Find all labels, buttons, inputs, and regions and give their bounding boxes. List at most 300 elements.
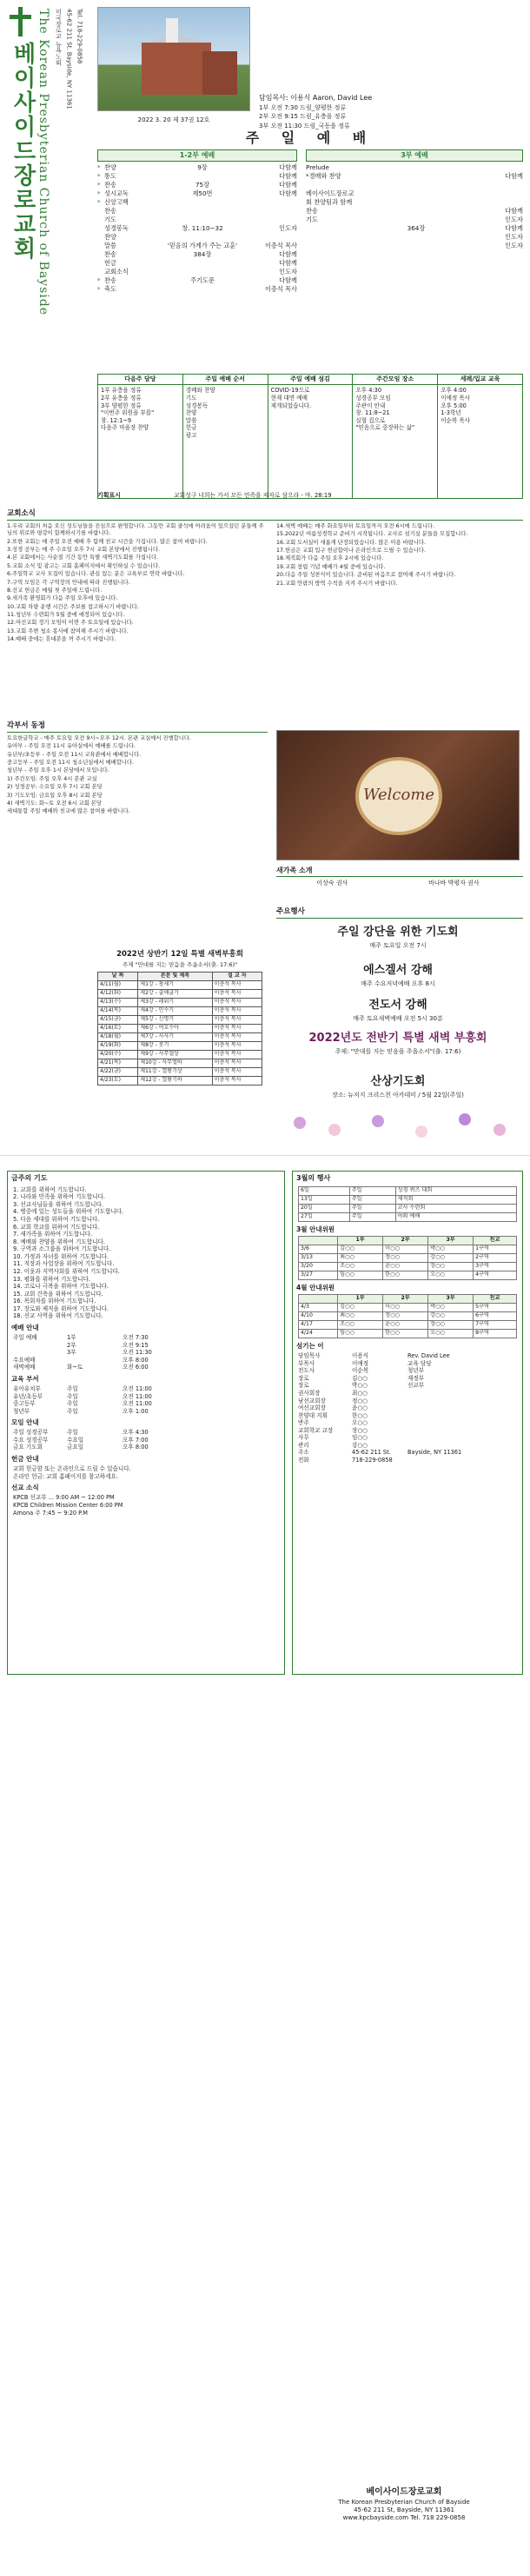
service-item: 성경봉독: [104, 224, 129, 232]
schedule-item: 3부 오전 11:30 드림_국동을 정류: [259, 122, 350, 129]
march-usher-cell: 한○○: [383, 1271, 428, 1279]
service-3-heading: 3부 예배: [306, 149, 523, 162]
bulletin-page-front: [0, 0, 530, 1156]
april-usher-header: 3부: [428, 1295, 474, 1304]
prayer-item: 1. 교회를 위하여 기도합니다.: [13, 1185, 87, 1193]
news-item: 14.예배 중에는 휴대폰을 꺼 주시기 바랍니다.: [7, 636, 116, 643]
april-usher-cell: 최○○: [338, 1312, 383, 1321]
march-usher-cell: 3/13: [299, 1253, 338, 1262]
service-star: *: [97, 189, 101, 197]
april-usher-cell: 강○○: [428, 1312, 474, 1321]
april-usher-row: [299, 1321, 517, 1330]
church-news-title: 교회소식: [7, 509, 36, 518]
education-row: [8, 1385, 284, 1393]
march-event-cell: 주일: [349, 1204, 395, 1212]
prayer-table-cell: 이층석 목사: [212, 1059, 262, 1068]
pastor-name: 담임목사: 이용식 Aaron, David Lee: [259, 94, 373, 102]
staff-row: [293, 1427, 522, 1435]
march-usher-cell: 3/20: [299, 1262, 338, 1271]
church-news-left: [7, 523, 268, 710]
staff-row-cell: 찬양대 지휘: [298, 1411, 328, 1419]
table-cell: 2부 유층을 정류: [101, 395, 142, 402]
prayer-table-row: [98, 1025, 262, 1033]
april-usher-cell: 박○○: [428, 1304, 474, 1312]
staff-row-cell: 담임목사: [298, 1352, 321, 1360]
prayer-table-cell: 4/15(금): [98, 1016, 138, 1025]
footer-address: 45-62 211 St, Bayside, NY 11361: [354, 2506, 454, 2513]
bulletin-table: [97, 374, 523, 499]
department-news-item: 유아부 - 주일 오전 11시 유아실에서 예배를 드립니다.: [7, 743, 136, 750]
prayer-item: 6. 교회 학교를 위하여 기도합니다.: [13, 1223, 100, 1231]
table-header: 세례/입교 교육: [460, 375, 500, 382]
prayer-table-cell: 4/11(월): [98, 981, 138, 990]
prayer-item: 11. 직장과 사업장을 위하여 기도합니다.: [13, 1260, 115, 1268]
table-header: 주일 예배 순서: [183, 375, 268, 384]
offering-title: 헌금 안내: [11, 1455, 39, 1464]
table-cell: 실형 집으로: [355, 416, 386, 424]
march-usher-cell: 최○○: [338, 1253, 383, 1262]
department-news-item: 토요한글학교 - 매주 토요일 오전 9시~오후 12시. 본관 교실에서 진행합니다.: [7, 735, 191, 741]
prayer-table-cell: 제3강 - 레위기: [138, 999, 212, 1007]
events-title: 주요행사: [276, 907, 305, 916]
march-usher-cell: 윤○○: [383, 1262, 428, 1271]
service-detail: 384장: [193, 250, 212, 258]
church-name-english: The Korean Presbyterian Church of Bayside: [36, 9, 50, 315]
footer-church-korean: 베이사이드장로교회: [366, 2487, 442, 2497]
education-row-cell: 오전 11:00: [123, 1384, 152, 1392]
meeting-row-cell: 수요 성경공부: [13, 1436, 49, 1444]
education-row: [8, 1393, 284, 1401]
worship-row-cell: [13, 1342, 67, 1350]
worship-row-cell: 3부: [67, 1349, 76, 1357]
service-row: [97, 233, 297, 242]
march-usher-cell: 김○○: [338, 1245, 383, 1253]
worship-row-cell: 오전 11:30: [123, 1349, 152, 1357]
flower-decoration: [276, 1108, 520, 1143]
education-row-cell: 유년/초등부: [13, 1392, 43, 1400]
worship-row-cell: 오전 7:30: [123, 1334, 149, 1342]
event-item: [276, 998, 520, 1023]
worship-row-cell: 오전 9:15: [123, 1341, 149, 1349]
footer-church-english: The Korean Presbyterian Church of Bayside: [338, 2498, 470, 2506]
service-item: 찬송: [104, 181, 116, 189]
service-3-order: [306, 163, 523, 250]
service-row: [306, 233, 523, 242]
service-leader: 다함께: [279, 181, 297, 189]
church-name-korean: 베이사이드장로교회: [10, 42, 36, 261]
worship-row-cell: 수요예배: [13, 1356, 36, 1364]
prayer-table-cell: 4/12(화): [98, 990, 138, 999]
april-usher-header: 친교: [474, 1295, 517, 1304]
service-detail: 75장: [195, 181, 210, 189]
table-cell: 현재 대면 예배: [270, 395, 308, 402]
news-item: 6.주일학교 교사 모집이 있습니다. 관심 있는 분은 교육부로 연락 바랍니다.: [7, 571, 185, 578]
education-row-cell: 오전 11:00: [123, 1392, 152, 1400]
march-event-cell: 20일: [299, 1204, 350, 1212]
service-1-2-heading: 1-2부 예배: [97, 149, 297, 162]
worship-row-cell: 주일 예배: [13, 1334, 37, 1342]
news-item: 5.교회 소식 및 광고는 교회 홈페이지에서 확인하실 수 있습니다.: [7, 562, 161, 569]
march-usher-cell: 2구역: [474, 1253, 517, 1262]
prayer-table-cell: 제8강 - 룻기: [138, 1042, 212, 1051]
service-detail: 창. 11:10~32: [182, 224, 223, 232]
news-item: 1.우리 교회의 처음 오신 성도님들을 진심으로 환영합니다. 그동안 교회 출석에 어려움이 있으셨던 분들께 주님의 위로와 평강이 함께하시기를 바랍니다.: [7, 523, 264, 537]
service-row: [97, 163, 297, 172]
march-event-cell: 야외 예배: [395, 1212, 516, 1221]
prayer-table-cell: 제11강 - 열왕기상: [138, 1068, 212, 1077]
table-cell: 광고: [185, 431, 197, 439]
april-ushers-title: 4월 안내위원: [296, 1283, 335, 1291]
prayer-table-row: [98, 1068, 262, 1077]
table-cell: "믿음으로 중장하는 삶": [355, 424, 414, 432]
worship-row-cell: 2부: [67, 1341, 76, 1349]
news-item: 11.청년부 수련회가 5월 중에 예정되어 있습니다.: [7, 611, 125, 618]
april-usher-cell: 임○○: [338, 1330, 383, 1338]
service-detail: '믿음의 가계가 주는 교훈': [167, 242, 238, 249]
staff-title: 섬기는 이: [296, 1342, 324, 1351]
table-header: 주간모임 장소: [353, 375, 438, 384]
prayer-table-cell: 4/13(수): [98, 999, 138, 1007]
april-usher-header: 1부: [338, 1295, 383, 1304]
march-usher-header: 친교: [474, 1236, 517, 1245]
weekly-prayer-title: 금주의 기도: [11, 1174, 48, 1182]
education-title: 교육 부서: [11, 1374, 39, 1383]
staff-row-cell: Bayside, NY 11361: [407, 1449, 462, 1457]
service-detail: 주기도문: [190, 276, 215, 284]
prayer-table-cell: 4/22(금): [98, 1068, 138, 1077]
table-cell: 창. 12:1~9: [101, 416, 132, 424]
table-cell: 1부 유층을 정류: [101, 387, 142, 395]
april-usher-cell: 5구역: [474, 1304, 517, 1312]
march-usher-cell: 임○○: [338, 1271, 383, 1279]
staff-row-cell: 주소: [298, 1449, 309, 1457]
table-cell: 말씀: [185, 416, 197, 424]
table-cell: 주관이 안내: [355, 402, 386, 409]
worship-row-cell: 새벽예배: [13, 1364, 36, 1371]
march-usher-row: [299, 1245, 517, 1253]
worship-row-cell: 1부: [67, 1334, 76, 1342]
service-row: [306, 172, 523, 181]
table-column: [438, 385, 522, 498]
april-usher-cell: 오○○: [428, 1330, 474, 1338]
prayer-table-cell: 4/16(토): [98, 1025, 138, 1033]
mission-title: 선교 소식: [11, 1484, 39, 1492]
staff-row-cell: 관리: [298, 1441, 309, 1449]
march-event-cell: 제직회: [395, 1195, 516, 1204]
meeting-row-cell: 수요일: [67, 1436, 84, 1444]
staff-row-cell: 최○○: [352, 1389, 368, 1397]
march-event-cell: 주일: [349, 1195, 395, 1204]
prayer-item: 7. 새가족을 위하여 기도합니다.: [13, 1231, 93, 1238]
new-family-name: 이상숙 권사: [316, 880, 348, 886]
service-row: [306, 189, 523, 206]
staff-row-cell: 이애정: [352, 1359, 369, 1367]
march-event-row: [299, 1195, 517, 1204]
department-news-item: 1) 주간모임: 주일 오후 4시 본관 교실: [7, 775, 97, 782]
table-cell: 성경봉독: [185, 402, 209, 409]
table-cell: 찬양: [185, 409, 197, 417]
event-item: [276, 1031, 520, 1056]
service-detail: 364장: [407, 224, 426, 232]
table-header: 다음주 담당: [98, 375, 183, 384]
april-usher-row: [299, 1304, 517, 1312]
staff-row-cell: Rev. David Lee: [407, 1352, 450, 1360]
worship-row: [8, 1357, 284, 1364]
prayer-table-cell: 제10강 - 사무엘하: [138, 1059, 212, 1068]
new-family-list: [276, 880, 520, 887]
staff-row-cell: 재정부: [407, 1374, 425, 1382]
april-usher-cell: 한○○: [383, 1330, 428, 1338]
education-row: [8, 1400, 284, 1408]
news-item: 14.새벽 예배는 매주 화요일부터 토요일까지 오전 6시에 드립니다.: [276, 523, 435, 529]
general-info-label: 기획표시: [97, 492, 122, 499]
prayer-item: 14. 코로나 극복을 위하여 기도합니다.: [13, 1283, 109, 1291]
service-detail: 9장: [197, 163, 208, 171]
general-info-text: 교회성구 너희는 가서 모든 민족을 제자로 삼으라 - 마. 28:19: [174, 492, 332, 499]
prayer-table-row: [98, 1077, 262, 1086]
staff-row-cell: 사무: [298, 1434, 309, 1442]
meeting-row-cell: 오후 7:00: [123, 1436, 149, 1444]
service-item: 교회소식: [104, 268, 129, 276]
event-item: [276, 925, 520, 950]
prayer-table-row: [98, 990, 262, 999]
department-news: [7, 735, 268, 939]
service-item: 기도: [306, 216, 318, 223]
service-item: 축도: [104, 285, 116, 293]
staff-row-cell: 교회학교 교장: [298, 1426, 334, 1434]
prayer-table-cell: 이층석 목사: [212, 990, 262, 999]
service-item: Prelude: [306, 163, 329, 171]
news-item: 7.구역 모임은 각 구역장의 안내에 따라 진행됩니다.: [7, 579, 130, 586]
staff-row-cell: 장○○: [352, 1426, 368, 1434]
prayer-item: 9. 구역과 소그룹을 위하여 기도합니다.: [13, 1245, 111, 1253]
news-item: 4.본 교회에서는 사순절 기간 동안 특별 새벽기도회를 가집니다.: [7, 554, 159, 561]
mission-item: Amona 주 7:45 ~ 9:20 P.M: [13, 1509, 88, 1517]
march-event-row: [299, 1186, 517, 1195]
service-row: [97, 207, 297, 216]
education-row-cell: 오전 11:00: [123, 1400, 152, 1408]
april-usher-header: 2부: [383, 1295, 428, 1304]
education-row-cell: 청년부: [13, 1407, 30, 1415]
staff-row-cell: 이순복: [352, 1367, 369, 1375]
schedule-item: 2부 오전 9:15 드림_유층을 정류: [259, 113, 347, 121]
march-usher-header: 1부: [338, 1236, 383, 1245]
service-leader: 인도자: [279, 224, 297, 232]
prayer-table-row: [98, 1007, 262, 1016]
news-item: 16.교회 도서실이 새롭게 단장되었습니다. 많은 이용 바랍니다.: [276, 539, 427, 546]
news-item: 9.새가족 환영회가 다음 주일 오후에 있습니다.: [7, 595, 118, 602]
cross-logo-icon: [7, 7, 33, 37]
march-usher-header: 2부: [383, 1236, 428, 1245]
table-column: [353, 385, 438, 498]
service-leader: 다함께: [279, 250, 297, 258]
worship-row: [8, 1334, 284, 1342]
staff-row-cell: 전도사: [298, 1367, 315, 1375]
march-usher-cell: 박○○: [428, 1245, 474, 1253]
march-ushers-title: 3월 안내위원: [296, 1225, 335, 1233]
service-leader: 이층석 목사: [264, 285, 297, 293]
staff-row: [293, 1352, 522, 1360]
table-cell: 경배와 찬양: [185, 387, 215, 395]
staff-row-cell: 718-229-0858: [352, 1457, 393, 1464]
service-item: 성시교독: [104, 189, 129, 197]
march-usher-cell: 이○○: [383, 1245, 428, 1253]
news-item: 8.선교 헌금은 매월 첫 주일에 드립니다.: [7, 587, 103, 594]
service-row: [306, 163, 523, 172]
service-row: [97, 216, 297, 224]
education-row-cell: 유아유치부: [13, 1384, 41, 1392]
new-family-name: 바나바 박평자 권사: [428, 880, 480, 886]
staff-row: [293, 1419, 522, 1427]
staff-row: [293, 1442, 522, 1450]
service-item: 찬양: [104, 233, 116, 241]
staff-row: [293, 1449, 522, 1457]
april-usher-header: [299, 1295, 338, 1304]
event-detail: 매주 토요새벽예배 오전 5시 30분: [353, 1014, 443, 1022]
staff-row-cell: 45-62 211 St.: [352, 1449, 391, 1457]
worship-row: [8, 1342, 284, 1350]
offering-item: 교회 헌금함 또는 온라인으로 드릴 수 있습니다.: [13, 1465, 131, 1473]
service-item: 헌금: [104, 259, 116, 267]
meeting-row-cell: 주일: [67, 1429, 78, 1437]
table-header: 주일 예배 섬김: [268, 375, 354, 384]
service-leader: 다함께: [279, 189, 297, 197]
news-item: 13.교회 주변 청소 봉사에 참여해 주시기 바랍니다.: [7, 627, 129, 634]
education-row-cell: 오후 1:00: [123, 1407, 149, 1415]
staff-row-cell: 전화: [298, 1457, 309, 1464]
meeting-row-cell: 오후 8:00: [123, 1444, 149, 1451]
prayer-table-cell: 4/14(목): [98, 1007, 138, 1016]
prayer-table-cell: 이층석 목사: [212, 1033, 262, 1042]
prayer-table-cell: 이층석 목사: [212, 981, 262, 990]
staff-row-cell: 정○○: [352, 1397, 368, 1404]
service-star: *: [97, 172, 101, 180]
service-leader: 다함께: [279, 172, 297, 180]
april-usher-row: [299, 1312, 517, 1321]
news-item: 19.교회 창립 기념 예배가 4월 중에 있습니다.: [276, 563, 386, 570]
department-news-item: 2) 성경공부: 수요일 오후 7시 교회 본당: [7, 784, 103, 791]
prayer-table-cell: 제9강 - 사무엘상: [138, 1051, 212, 1059]
staff-row: [293, 1390, 522, 1398]
service-row: [97, 250, 297, 259]
prayer-table-row: [98, 1051, 262, 1059]
news-item: 21.교회 안팎의 방역 수칙을 지켜 주시기 바랍니다.: [276, 580, 398, 587]
service-leader: 다함께: [505, 207, 523, 215]
prayer-table-cell: 이층석 목사: [212, 1025, 262, 1033]
march-usher-cell: 3구역: [474, 1262, 517, 1271]
event-detail: 장소: 뉴저지 크리스천 아카데미 / 5월 22일(주일): [332, 1091, 464, 1099]
prayer-item: 16. 목회자를 위하여 기도합니다.: [13, 1298, 96, 1305]
meeting-row-cell: 오후 4:30: [123, 1429, 149, 1437]
event-item: [276, 963, 520, 988]
march-usher-cell: 장○○: [428, 1262, 474, 1271]
staff-row-cell: 선교부: [407, 1382, 425, 1390]
prayer-table-header: 설 교 자: [212, 973, 262, 981]
staff-row: [293, 1412, 522, 1420]
march-usher-cell: 3/6: [299, 1245, 338, 1253]
news-item: 18.제직회가 다음 주일 오후 2시에 있습니다.: [276, 555, 384, 562]
march-event-row: [299, 1204, 517, 1212]
service-leader: 인도자: [505, 242, 523, 249]
offering-item: 온라인 헌금: 교회 홈페이지를 참고하세요.: [13, 1472, 118, 1480]
service-item: 통도: [104, 172, 116, 180]
april-usher-cell: 조○○: [338, 1321, 383, 1330]
april-usher-cell: 4/3: [299, 1304, 338, 1312]
worship-row-cell: 화~토: [67, 1364, 83, 1371]
march-event-cell: 교사 수련회: [395, 1204, 516, 1212]
staff-row-cell: 여선교회장: [298, 1404, 326, 1412]
meeting-row-cell: 금요일: [67, 1444, 84, 1451]
bulletin-page-back: [0, 1160, 530, 2555]
service-detail: 제50번: [192, 189, 213, 197]
service-row: [97, 198, 297, 207]
staff-row-cell: 이용식: [352, 1352, 369, 1360]
april-usher-row: [299, 1330, 517, 1338]
meeting-row-cell: 금요 기도회: [13, 1444, 43, 1451]
prayer-table-row: [98, 1016, 262, 1025]
staff-row: [293, 1434, 522, 1442]
worship-row: [8, 1349, 284, 1357]
march-usher-cell: 4구역: [474, 1271, 517, 1279]
prayer-table-cell: 제2강 - 출애굽기: [138, 990, 212, 999]
worship-row-cell: [13, 1349, 67, 1357]
prayer-table-cell: 이층석 목사: [212, 1068, 262, 1077]
service-row: [306, 242, 523, 250]
april-usher-cell: 8구역: [474, 1330, 517, 1338]
news-item: 15.2022년 여름성경학교 준비가 시작됩니다. 교사로 섬기실 분들을 모집합니다.: [276, 531, 468, 538]
event-item: [276, 1074, 520, 1099]
special-prayer-subtitle: 주제 "만대를 지는 믿음을 주옵소서(출. 17:6)": [122, 961, 238, 968]
prayer-table-cell: 4/21(목): [98, 1059, 138, 1068]
department-news-title: 각부서 동정: [7, 721, 46, 730]
prayer-table-cell: 제4강 - 민수기: [138, 1007, 212, 1016]
service-leader: 인도자: [505, 233, 523, 241]
church-denomination: 미국장로교 뉴욕노회: [55, 9, 63, 66]
prayer-item: 15. 교회 건축을 위하여 기도합니다.: [13, 1290, 103, 1298]
table-cell: "이번주 위원을 부를": [101, 409, 155, 417]
new-family-title: 새가족 소개: [276, 866, 313, 874]
meeting-row-cell: 주일 성경공부: [13, 1429, 49, 1437]
prayer-table-cell: 제1강 - 창세기: [138, 981, 212, 990]
prayer-item: 5. 다음 세대를 위하여 기도합니다.: [13, 1216, 100, 1224]
table-cell: 헌금: [185, 424, 197, 432]
prayer-table-row: [98, 1042, 262, 1051]
right-info-panel: [292, 1171, 523, 1675]
table-cell: 이순복 목사: [441, 416, 471, 424]
prayer-item: 3. 선교사님들을 위하여 기도합니다.: [13, 1200, 103, 1208]
service-leader: 다함께: [279, 276, 297, 284]
prayer-item: 8. 예배와 찬양을 위하여 기도합니다.: [13, 1238, 105, 1245]
march-usher-row: [299, 1262, 517, 1271]
service-item: *경배와 찬양: [306, 172, 341, 180]
table-cell: COVID-19으로: [270, 387, 310, 395]
staff-row-cell: 장로: [298, 1374, 309, 1382]
prayer-item: 10. 가정과 자녀를 위하여 기도합니다.: [13, 1252, 109, 1260]
service-star: *: [97, 198, 101, 206]
department-news-item: 4) 새벽기도: 화~토 오전 6시 교회 본당: [7, 800, 102, 807]
service-item: 찬송: [306, 207, 318, 215]
march-event-cell: 성경 퀴즈 대회: [395, 1186, 516, 1195]
prayer-table-cell: 제5강 - 신명기: [138, 1016, 212, 1025]
footer-contact: www.kpcbayside.com Tel. 718 229-0858: [342, 2514, 466, 2522]
service-row: [97, 259, 297, 268]
staff-row-cell: 반주: [298, 1419, 309, 1427]
march-usher-cell: 정○○: [383, 1253, 428, 1262]
prayer-table-row: [98, 1033, 262, 1042]
table-column: [98, 385, 183, 498]
service-item: 찬송: [104, 250, 116, 258]
news-item: 2.또한 교회는 매 주일 오전 예배 후 함께 친교 시간을 가집니다. 많은 참여 바랍니다.: [7, 538, 208, 545]
